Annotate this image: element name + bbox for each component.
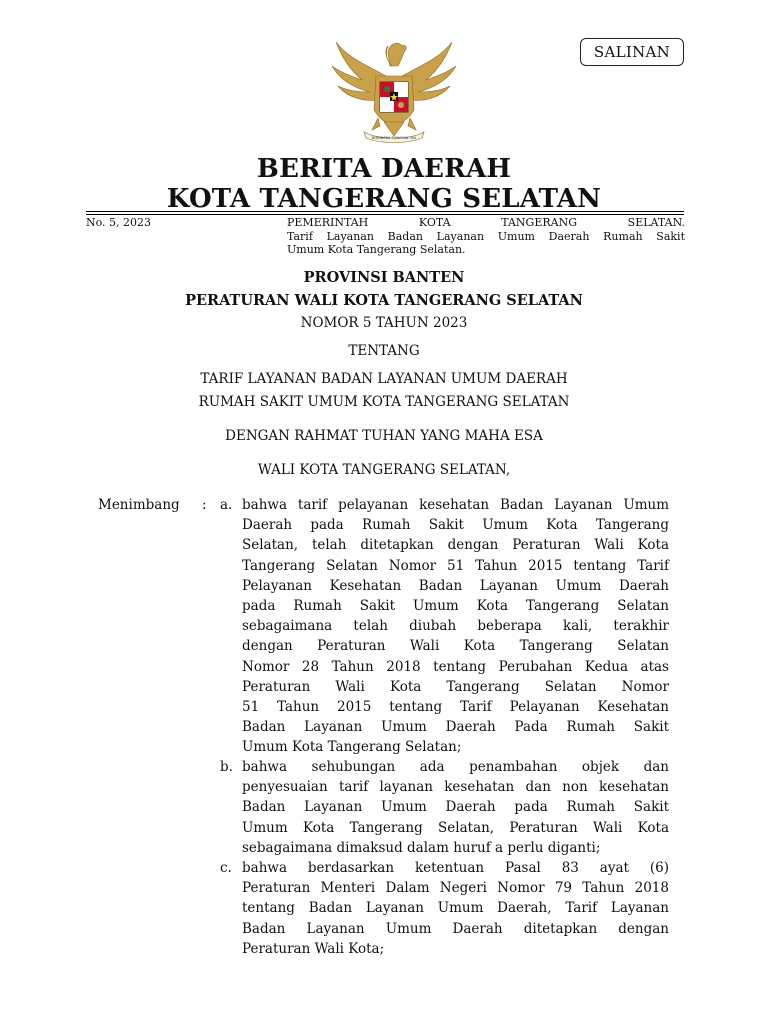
item-a-line: bahwa tarif pelayanan kesehatan Badan Layanan Umum — [242, 497, 669, 513]
regulation-title: PERATURAN WALI KOTA TANGERANG SELATAN — [185, 292, 583, 309]
item-a-line: Tangerang Selatan Nomor 51 Tahun 2015 tentang Tarif — [242, 557, 669, 574]
item-a-line: sebagaimana telah diubah beberapa kali, terakhir — [242, 618, 669, 635]
header-rule-bottom — [86, 214, 684, 215]
item-b-line: penyesuaian tarif layanan kesehatan dan non kesehatan — [242, 779, 669, 796]
item-a-line: Peraturan Wali Kota Tangerang Selatan Nomor — [242, 678, 669, 695]
consideration-item-b — [242, 757, 669, 858]
garuda-emblem-icon — [328, 36, 460, 146]
emblem-ribbon-text: BHINNEKA TUNGGAL IKA — [371, 136, 417, 140]
item-b-line: bahwa sehubungan ada penambahan objek dan — [242, 759, 669, 775]
item-a-line: 51 Tahun 2015 tentang Tarif Pelayanan Kesehatan — [242, 699, 669, 716]
invocation: DENGAN RAHMAT TUHAN YANG MAHA ESA — [225, 428, 543, 444]
subject-line1: TARIF LAYANAN BADAN LAYANAN UMUM DAERAH — [200, 371, 568, 387]
item-c-line: Peraturan Menteri Dalam Negeri Nomor 79 Tahun 2018 — [242, 880, 669, 897]
gazette-number: No. 5, 2023 — [86, 216, 152, 229]
item-a-line: Daerah pada Rumah Sakit Umum Kota Tangerang — [242, 517, 669, 534]
gazette-description-line2: Tarif Layanan Badan Layanan Umum Daerah Rumah Sakit — [287, 229, 685, 243]
item-a-line: Badan Layanan Umum Daerah Pada Rumah Sakit — [242, 719, 669, 736]
item-c-line: bahwa berdasarkan ketentuan Pasal 83 ayat (6) — [242, 860, 669, 876]
gazette-title-line2: KOTA TANGERANG SELATAN — [166, 184, 602, 214]
gazette-description — [287, 216, 685, 257]
about-heading: TENTANG — [348, 343, 420, 359]
item-a-line: pada Rumah Sakit Umum Kota Tangerang Selatan — [242, 598, 669, 615]
item-a-line: Nomor 28 Tahun 2018 tentang Perubahan Kedua atas — [242, 658, 669, 675]
item-b-line: sebagaimana dimaksud dalam huruf a perlu diganti; — [242, 839, 601, 856]
item-b-line: Umum Kota Tangerang Selatan, Peraturan Wali Kota — [242, 819, 669, 836]
gazette-title-line1: BERITA DAERAH — [256, 154, 512, 184]
gazette-description-line3: Umum Kota Tangerang Selatan. — [287, 243, 466, 256]
consideration-item-c — [242, 858, 669, 959]
considerations-label: Menimbang — [98, 497, 180, 513]
item-b-line: Badan Layanan Umum Daerah pada Rumah Sakit — [242, 799, 669, 816]
item-letter-b: b. — [220, 759, 233, 775]
issuer: WALI KOTA TANGERANG SELATAN, — [257, 462, 511, 478]
item-a-line: Pelayanan Kesehatan Badan Layanan Umum Daerah — [242, 577, 669, 594]
item-letter-c: c. — [220, 860, 232, 876]
gazette-description-line1: PEMERINTAH KOTA TANGERANG SELATAN. — [287, 216, 685, 229]
considerations-colon: : — [202, 497, 207, 513]
subject-line2: RUMAH SAKIT UMUM KOTA TANGERANG SELATAN — [198, 394, 570, 410]
item-a-line: dengan Peraturan Wali Kota Tangerang Selatan — [242, 638, 669, 655]
header-rule-top — [86, 211, 684, 212]
item-letter-a: a. — [220, 497, 233, 513]
consideration-item-a — [242, 495, 669, 758]
item-c-line: Badan Layanan Umum Daerah ditetapkan dengan — [242, 920, 669, 937]
item-c-line: tentang Badan Layanan Umum Daerah, Tarif Layanan — [242, 900, 669, 917]
item-c-line: Peraturan Wali Kota; — [242, 940, 385, 957]
item-a-line: Umum Kota Tangerang Selatan; — [242, 739, 462, 756]
province-heading: PROVINSI BANTEN — [303, 269, 465, 286]
salinan-stamp: SALINAN — [580, 38, 684, 66]
item-a-line: Selatan, telah ditetapkan dengan Peraturan Wali Kota — [242, 537, 669, 554]
regulation-number: NOMOR 5 TAHUN 2023 — [300, 315, 468, 331]
